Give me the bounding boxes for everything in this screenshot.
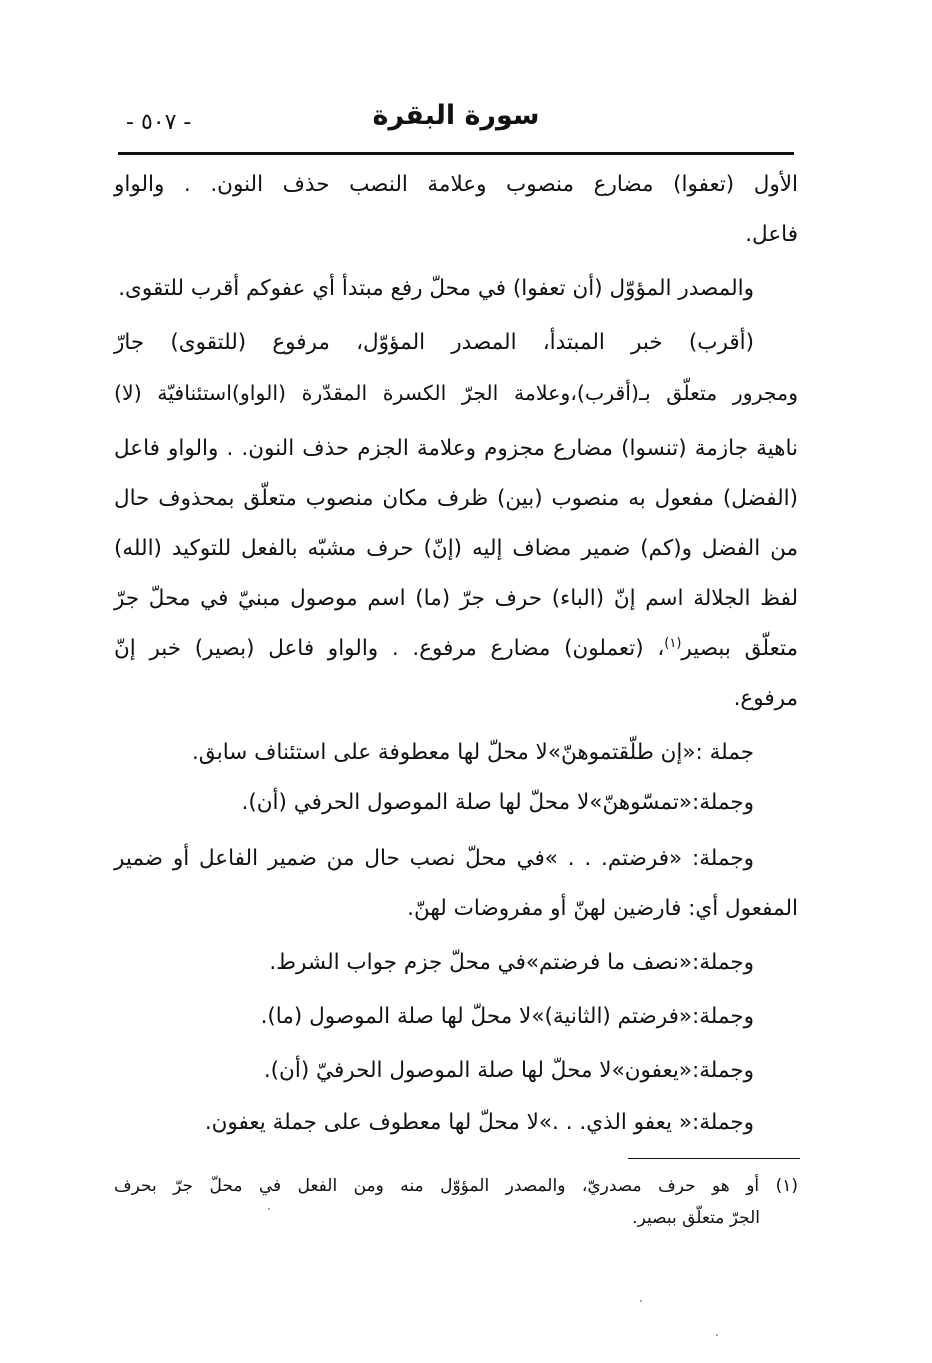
footnote-marker: (١) bbox=[775, 1176, 798, 1196]
footnote-text: أو هو حرف مصدريّ، والمصدر المؤوّل منه ومن الفعل في محلّ جرّ بحرف bbox=[114, 1176, 760, 1196]
sentence-analysis: وجملة: «فرضتم. . . »في محلّ نصب حال من ضمير الفاعل أو ضمير المفعول أي: فارضين لهنّ أو مفروضات لهنّ. bbox=[114, 846, 798, 921]
scan-speck bbox=[268, 1208, 270, 1210]
sentence-analysis: وجملة:«فرضتم (الثانية)»لا محلّ لها صلة الموصول (ما). bbox=[260, 1004, 754, 1029]
page-title: سورة البقرة bbox=[372, 100, 540, 131]
footnote-line bbox=[114, 1170, 798, 1202]
paragraph-line: ومجرور متعلّق بـ(أقرب)،وعلامة الجرّ الكسرة المقدّرة (الواو)استئنافيّة (لا) bbox=[114, 381, 798, 405]
sentence-analysis: جملة :«إن طلّقتموهنّ»لا محلّ لها معطوفة على استئناف سابق. bbox=[191, 740, 754, 765]
footnote-divider bbox=[628, 1158, 800, 1159]
sentence-analysis: وجملة:«نصف ما فرضتم»في محلّ جزم جواب الشرط. bbox=[269, 950, 754, 975]
scan-speck bbox=[640, 1300, 642, 1302]
sentence-analysis: وجملة:«تمسّوهنّ»لا محلّ لها صلة الموصول الحرفي (أن). bbox=[241, 790, 754, 815]
page-header bbox=[118, 96, 794, 142]
scan-speck bbox=[716, 1334, 718, 1336]
paragraph-line: الأول (تعفوا) مضارع منصوب وعلامة النصب حذف النون. . والواو bbox=[114, 172, 798, 197]
main-text bbox=[114, 160, 798, 1148]
paragraph: والمصدر المؤوّل (أن تعفوا) في محلّ رفع مبتدأ أي عفوكم أقرب للتقوى. bbox=[118, 276, 754, 301]
paragraph-text: ، (تعملون) مضارع مرفوع. . والواو فاعل (بصير) خبر إنّ مرفوع. bbox=[114, 636, 798, 711]
sentence-analysis: وجملة:«يعفون»لا محلّ لها صلة الموصول الحرفيّ (أن). bbox=[263, 1058, 754, 1083]
header-divider bbox=[118, 152, 794, 155]
footnote bbox=[114, 1170, 798, 1234]
paragraph-line: (أقرب) خبر المبتدأ، المصدر المؤوّل، مرفوع (للتقوى) جارّ bbox=[114, 330, 754, 355]
footnote-reference: (١) bbox=[664, 635, 682, 651]
footnote-line: الجرّ متعلّق ببصير. bbox=[632, 1208, 760, 1228]
page-number: - ٥٠٧ - bbox=[126, 110, 192, 135]
paragraph-text: ناهية جازمة (تنسوا) مضارع مجزوم وعلامة الجزم حذف النون. . والواو فاعل (الفضل) مفعول به منصوب (بين) ظرف مكان منصوب متعلّق بمحذوف حال من الفضل و(كم) ضمير مضاف إليه (إنّ) حرف مشبّه بالفعل للتوكيد (الله) لفظ الجلالة اسم إنّ (الباء) حرف جرّ (ما) اسم موصول مبنيّ في محلّ جرّ متعلّق ببصير bbox=[114, 436, 798, 661]
sentence-analysis: وجملة:« يعفو الذي. . .»لا محلّ لها معطوف على جملة يعفون. bbox=[204, 1110, 754, 1135]
paragraph bbox=[114, 424, 798, 724]
paragraph-line: فاعل. bbox=[745, 222, 798, 247]
